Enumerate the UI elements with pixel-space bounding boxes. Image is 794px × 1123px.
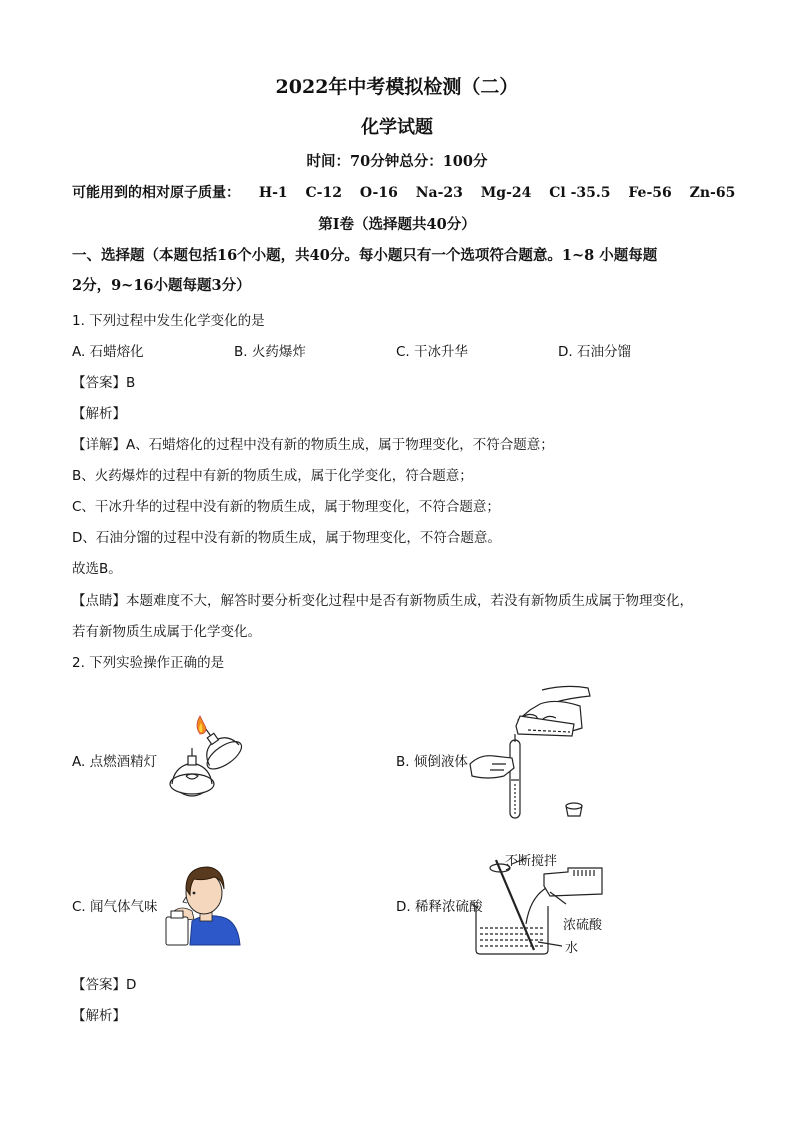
q1-analysis-label: 【解析】 bbox=[72, 406, 126, 422]
q2-option-c: C. 闻气体气味 bbox=[72, 899, 158, 915]
q1-option-a: A. 石蜡熔化 bbox=[72, 344, 144, 360]
q2-option-b: B. 倾倒液体 bbox=[396, 754, 468, 770]
q1-option-b: B. 火药爆炸 bbox=[234, 344, 306, 360]
q2-answer: 【答案】D bbox=[72, 977, 137, 993]
q2-analysis-label: 【解析】 bbox=[72, 1008, 126, 1024]
atomic-mass-label: 可能用到的相对原子质量： bbox=[72, 185, 240, 201]
q1-comment-line2: 若有新物质生成属于化学变化。 bbox=[72, 624, 261, 640]
q1-answer: 【答案】B bbox=[72, 375, 136, 391]
atomic-mass-item: Mg-24 bbox=[480, 185, 532, 201]
atomic-mass-item: C-12 bbox=[305, 185, 342, 201]
exam-title: 2022年中考模拟检测（二） bbox=[275, 76, 519, 98]
q1-option-d: D. 石油分馏 bbox=[558, 344, 631, 360]
q2-option-a: A. 点燃酒精灯 bbox=[72, 754, 158, 770]
q2-option-d: D. 稀释浓硫酸 bbox=[396, 899, 483, 915]
q1-conclusion: 故选B。 bbox=[72, 561, 122, 577]
section-heading-line1: 一、选择题（本题包括16个小题，共40分。每小题只有一个选项符合题意。1~8 小题每题 bbox=[72, 247, 658, 264]
q1-detail-line: B、火药爆炸的过程中有新的物质生成，属于化学变化，符合题意； bbox=[72, 468, 473, 484]
alcohol-lamp-figure bbox=[160, 712, 250, 804]
time-score: 时间：70分钟总分：100分 bbox=[306, 153, 488, 170]
pouring-liquid-figure bbox=[470, 684, 600, 824]
section-heading-line2: 2分，9~16小题每题3分） bbox=[72, 277, 251, 294]
atomic-mass-item: Zn-65 bbox=[689, 185, 736, 201]
atomic-mass-item: Fe-56 bbox=[628, 185, 672, 201]
volume-heading: 第Ⅰ卷（选择题共40分） bbox=[318, 216, 476, 233]
atomic-mass-item: Cl -35.5 bbox=[549, 185, 611, 201]
subject-title: 化学试题 bbox=[361, 117, 433, 138]
water-label: 水 bbox=[565, 941, 579, 956]
atomic-mass-item: H-1 bbox=[258, 185, 288, 201]
q1-comment-line1: 【点睛】本题难度不大，解答时要分析变化过程中是否有新物质生成，若没有新物质生成属于物理变化， bbox=[72, 593, 693, 609]
smelling-gas-figure bbox=[164, 855, 244, 947]
q2-stem: 2. 下列实验操作正确的是 bbox=[72, 655, 225, 671]
q1-stem: 1. 下列过程中发生化学变化的是 bbox=[72, 313, 265, 329]
acid-label: 浓硫酸 bbox=[563, 918, 603, 933]
atomic-mass-item: O-16 bbox=[359, 185, 398, 201]
q1-detail-line: 【详解】A、石蜡熔化的过程中没有新的物质生成，属于物理变化，不符合题意； bbox=[72, 437, 554, 453]
atomic-mass-line bbox=[72, 182, 748, 202]
stir-label: 不断搅拌 bbox=[505, 854, 558, 869]
q1-option-c: C. 干冰升华 bbox=[396, 344, 469, 360]
atomic-mass-item: Na-23 bbox=[415, 185, 463, 201]
q1-detail-line: C、干冰升华的过程中没有新的物质生成，属于物理变化，不符合题意； bbox=[72, 499, 500, 515]
q1-detail-line: D、石油分馏的过程中没有新的物质生成，属于物理变化，不符合题意。 bbox=[72, 530, 501, 546]
